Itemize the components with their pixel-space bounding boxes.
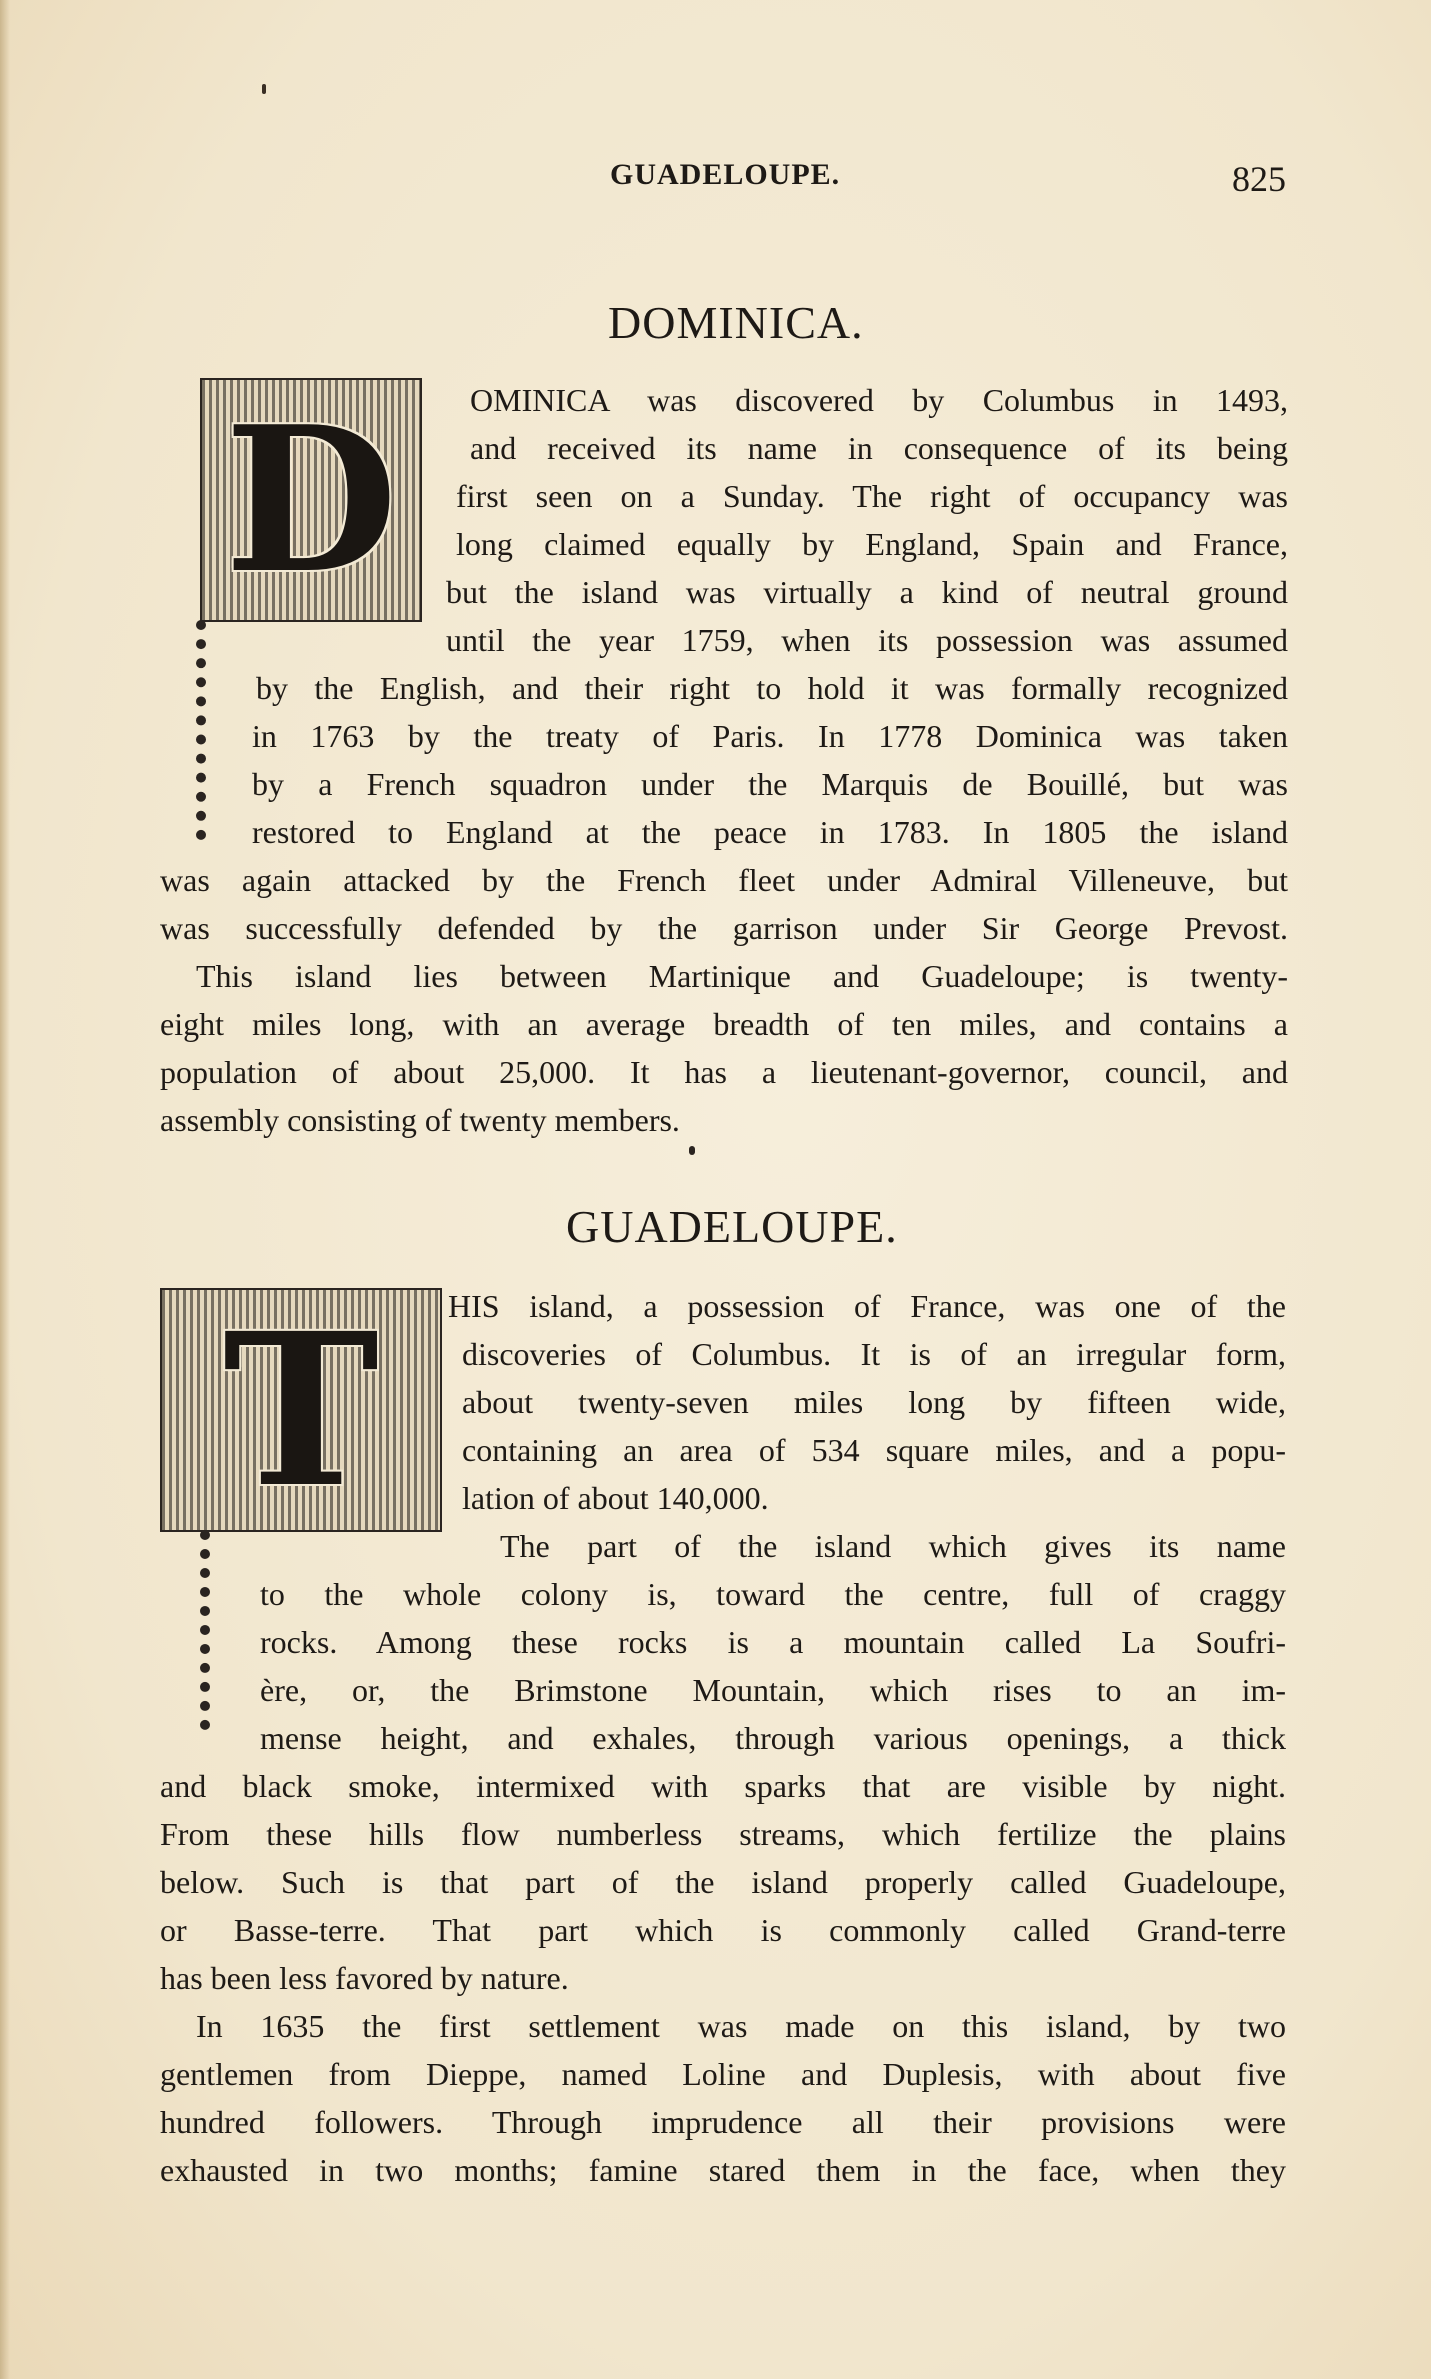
text-line: In 1635 the first settlement was made on this island, by two (196, 2008, 1286, 2044)
text-line: long claimed equally by England, Spain and France, (456, 526, 1288, 562)
dropcap-ornament-t (160, 1288, 442, 1532)
dropcap-ornament-d (200, 378, 422, 622)
dropcap-letter-d: D (224, 382, 398, 618)
text-line: restored to England at the peace in 1783. In 1805 the island (252, 814, 1288, 850)
text-line: has been less favored by nature. (160, 1960, 569, 1996)
text-line: by the English, and their right to hold it was formally recognized (256, 670, 1288, 706)
text-line: population of about 25,000. It has a lieutenant-governor, council, and (160, 1054, 1288, 1090)
text-line: lation of about 140,000. (462, 1480, 769, 1516)
text-line: below. Such is that part of the island properly called Guadeloupe, (160, 1864, 1286, 1900)
text-line: by a French squadron under the Marquis de Bouillé, but was (252, 766, 1288, 802)
ink-mark (262, 84, 266, 94)
page-edge-shadow (0, 0, 10, 2379)
text-line: about twenty-seven miles long by fifteen wide, (462, 1384, 1286, 1420)
text-line: rocks. Among these rocks is a mountain called La Soufri- (260, 1624, 1286, 1660)
dropcap-letter-t: T (222, 1286, 380, 1534)
section-title-guadeloupe: GUADELOUPE. (566, 1201, 898, 1252)
text-line: OMINICA was discovered by Columbus in 1493, (470, 382, 1288, 418)
section-separator-dot (689, 1146, 695, 1155)
section-title-dominica: DOMINICA. (608, 297, 864, 348)
text-line: This island lies between Martinique and Guadeloupe; is twenty- (196, 958, 1288, 994)
running-head: GUADELOUPE. (610, 158, 841, 191)
text-line: gentlemen from Dieppe, named Loline and Duplesis, with about five (160, 2056, 1286, 2092)
text-line: in 1763 by the treaty of Paris. In 1778 Dominica was taken (252, 718, 1288, 754)
text-line: assembly consisting of twenty members. (160, 1102, 680, 1138)
text-line: hundred followers. Through imprudence all their provisions were (160, 2104, 1286, 2140)
text-line: discoveries of Columbus. It is of an irregular form, (462, 1336, 1286, 1372)
text-line: exhausted in two months; famine stared them in the face, when they (160, 2152, 1286, 2188)
text-line: and received its name in consequence of its being (470, 430, 1288, 466)
text-line: From these hills flow numberless streams, which fertilize the plains (160, 1816, 1286, 1852)
text-line: mense height, and exhales, through various openings, a thick (260, 1720, 1286, 1756)
text-line: or Basse-terre. That part which is commonly called Grand-terre (160, 1912, 1286, 1948)
text-line: to the whole colony is, toward the centre, full of craggy (260, 1576, 1286, 1612)
text-line: containing an area of 534 square miles, and a popu- (462, 1432, 1286, 1468)
text-line: was again attacked by the French fleet under Admiral Villeneuve, but (160, 862, 1288, 898)
text-line: ère, or, the Brimstone Mountain, which rises to an im- (260, 1672, 1286, 1708)
dropcap-vine-ornament (200, 1530, 210, 1730)
text-line: and black smoke, intermixed with sparks that are visible by night. (160, 1768, 1286, 1804)
text-line: eight miles long, with an average breadth of ten miles, and contains a (160, 1006, 1288, 1042)
text-line: until the year 1759, when its possession was assumed (446, 622, 1288, 658)
text-line: The part of the island which gives its name (500, 1528, 1286, 1564)
text-line: but the island was virtually a kind of neutral ground (446, 574, 1288, 610)
dropcap-vine-ornament (196, 620, 206, 840)
text-line: was successfully defended by the garrison under Sir George Prevost. (160, 910, 1288, 946)
text-line: HIS island, a possession of France, was one of the (448, 1288, 1286, 1324)
text-line: first seen on a Sunday. The right of occupancy was (456, 478, 1288, 514)
page-number: 825 (1232, 159, 1286, 199)
